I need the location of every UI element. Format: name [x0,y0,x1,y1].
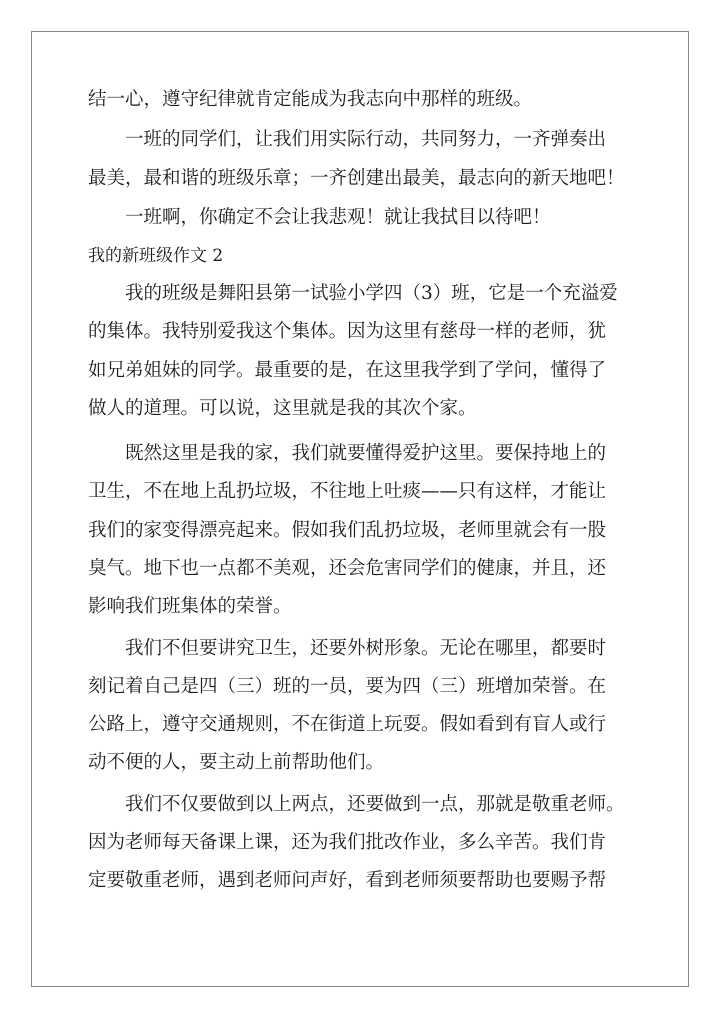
paragraph-line: 我们的家变得漂亮起来。假如我们乱扔垃圾，老师里就会有一股 [88,520,607,541]
paragraph-line: 如兄弟姐妹的同学。最重要的是，在这里我学到了学问，懂得了 [88,360,607,381]
paragraph-line: 动不便的人，要主动上前帮助他们。 [88,752,385,773]
paragraph-line: 因为老师每天备课上课，还为我们批改作业，多么辛苦。我们肯 [88,832,607,853]
paragraph-line: 一班啊，你确定不会让我悲观！就让我拭目以待吧！ [88,207,551,228]
paragraph-line: 我们不仅要做到以上两点，还要做到一点，那就是敬重老师。 [88,794,625,815]
paragraph-line: 臭气。地下也一点都不美观，还会危害同学们的健康，并且，还 [88,558,607,579]
paragraph-line: 我们不但要讲究卫生，还要外树形象。无论在哪里，都要时 [88,638,607,659]
text-line: 结一心，遵守纪律就肯定能成为我志向中那样的班级。 [88,89,533,110]
paragraph-line: 我的班级是舞阳县第一试验小学四（3）班，它是一个充溢爱 [88,283,618,304]
paragraph-line: 既然这里是我的家，我们就要懂得爱护这里。要保持地上的 [88,443,607,464]
paragraph-line: 最美，最和谐的班级乐章；一齐创建出最美，最志向的新天地吧！ [88,168,625,189]
paragraph-line: 定要敬重老师，遇到老师问声好，看到老师须要帮助也要赐予帮 [88,870,607,891]
paragraph-line: 刻记着自己是四（三）班的一员，要为四（三）班增加荣誉。在 [88,676,607,697]
paragraph-line: 做人的道理。可以说，这里就是我的其次个家。 [88,398,477,419]
paragraph-line: 一班的同学们，让我们用实际行动，共同努力，一齐弹奏出 [88,129,607,150]
paragraph-line: 公路上，遵守交通规则，不在街道上玩耍。假如看到有盲人或行 [88,714,607,735]
paragraph-line: 影响我们班集体的荣誉。 [88,596,292,617]
section-heading: 我的新班级作文 2 [88,246,224,266]
paragraph-line: 卫生，不在地上乱扔垃圾，不往地上吐痰——只有这样，才能让 [88,481,607,502]
paragraph-line: 的集体。我特别爱我这个集体。因为这里有慈母一样的老师，犹 [88,321,607,342]
